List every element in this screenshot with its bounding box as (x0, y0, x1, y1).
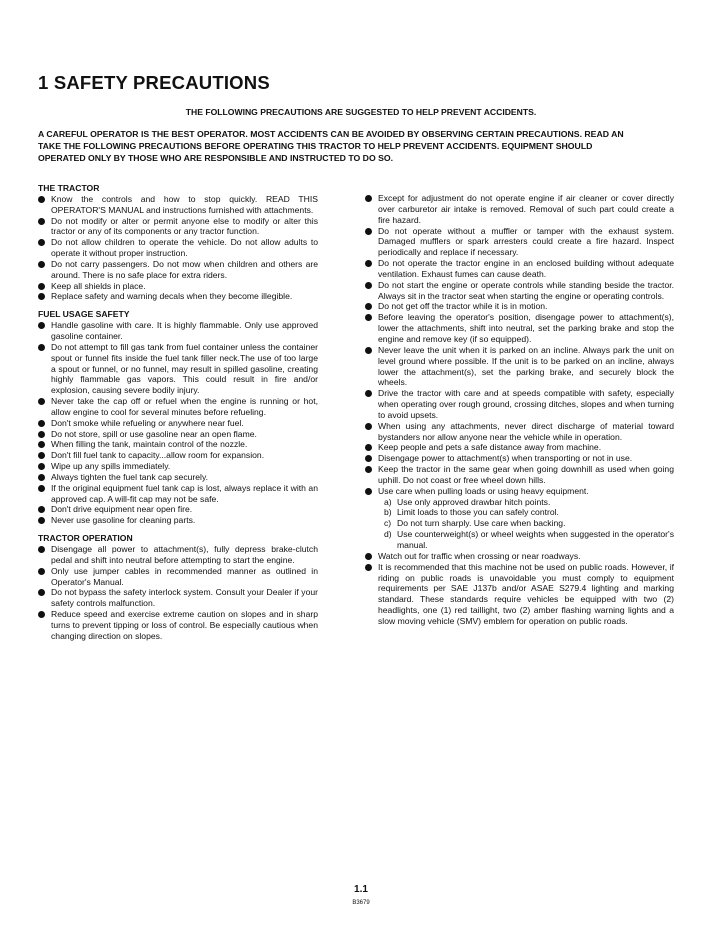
list-item: Keep all shields in place. (38, 281, 318, 292)
list-item: Do not operate the tractor engine in an enclosed building without adequate ventilation. Exhaust fumes can cause death. (365, 258, 674, 280)
intro-line: TAKE THE FOLLOWING PRECAUTIONS BEFORE OPERATING THIS TRACTOR TO HELP PREVENT ACCIDENTS. EQUIPMENT SHOULD (38, 141, 593, 152)
list-item: Know the controls and how to stop quickly. READ THIS OPERATOR'S MANUAL and instructions furnished with attachments. (38, 194, 318, 216)
list-item: Don't smoke while refueling or anywhere near fuel. (38, 418, 318, 429)
list-item: Do not attempt to fill gas tank from fuel container unless the container spout or funnel fits inside the fuel tank filler neck.The use of too large a spout or funnel, or no funnel, may result in spilled gasoline, creating highly flammable gas vapors. This could result in fire and/or explosion, causing severe bodily injury. (38, 342, 318, 396)
list-item: Do not get off the tractor while it is in motion. (365, 301, 674, 312)
list-item: When filling the tank, maintain control of the nozzle. (38, 439, 318, 450)
list-item: Do not operate without a muffler or tamper with the exhaust system. Damaged mufflers or spark arresters could create a fire hazard. Inspect periodically and replace if necessary. (365, 226, 674, 259)
list-item: Wipe up any spills immediately. (38, 461, 318, 472)
sub-list-item (384, 529, 674, 551)
sub-item-letter: a) (384, 496, 392, 507)
list-item: Watch out for traffic when crossing or near roadways. (365, 551, 674, 562)
list-item: Drive the tractor with care and at speeds compatible with safety, especially when operating over rough ground, crossing ditches, slopes and when turning to avoid upsets. (365, 388, 674, 421)
list-item: Do not carry passengers. Do not mow when children and others are around. There is no safe place for extra riders. (38, 259, 318, 281)
list-item: Disengage all power to attachment(s), fully depress brake-clutch pedal and shift into neutral before attempting to start the engine. (38, 544, 318, 566)
list-item: Disengage power to attachment(s) when transporting or not in use. (365, 453, 674, 464)
sub-item-letter: d) (384, 529, 392, 540)
list-item (365, 486, 674, 551)
sub-item-letter: b) (384, 507, 392, 518)
list-item: Only use jumper cables in recommended manner as outlined in Operator's Manual. (38, 566, 318, 588)
list-item: Handle gasoline with care. It is highly flammable. Only use approved gasoline container. (38, 320, 318, 342)
section-heading-fuel: FUEL USAGE SAFETY (38, 309, 130, 320)
fuel-list (38, 320, 318, 526)
list-item: Do not store, spill or use gasoline near an open flame. (38, 429, 318, 440)
loads-sublist (378, 497, 674, 551)
list-item: When using any attachments, never direct discharge of material toward bystanders nor allow anyone near the vehicle while in operation. (365, 421, 674, 443)
sub-item-text: Use only approved drawbar hitch points. (397, 496, 551, 507)
document-code: B3679 (352, 900, 370, 906)
page-number: 1.1 (354, 884, 368, 895)
list-item: Keep people and pets a safe distance away from machine. (365, 442, 674, 453)
section-heading-operation: TRACTOR OPERATION (38, 533, 133, 544)
intro-line: A CAREFUL OPERATOR IS THE BEST OPERATOR. MOST ACCIDENTS CAN BE AVOIDED BY OBSERVING CERTAIN PRECAUTIONS. READ AN (38, 129, 624, 139)
right-list-loads (365, 486, 674, 551)
list-item: Do not modify or alter or permit anyone else to modify or alter this tractor or any of its components or any tractor function. (38, 216, 318, 238)
item-text: Use care when pulling loads or using heavy equipment. (378, 485, 589, 496)
sub-item-text: Use counterweight(s) or wheel weights when suggested in the operator's manual. (397, 529, 674, 550)
list-item: Do not allow children to operate the vehicle. Do not allow adults to operate it without proper instruction. (38, 237, 318, 259)
right-list-b (365, 551, 674, 627)
list-item: Never use gasoline for cleaning parts. (38, 515, 318, 526)
list-item: Replace safety and warning decals when they become illegible. (38, 291, 318, 302)
list-item: Never leave the unit when it is parked on an incline. Always park the unit on level ground where possible. If the unit is to be parked on an incline, always lower the attachment(s), set the parking brake, and securely block the wheels. (365, 345, 674, 388)
tractor-list (38, 194, 318, 302)
sub-item-letter: c) (384, 518, 392, 529)
section-heading-tractor: THE TRACTOR (38, 183, 100, 193)
list-item: It is recommended that this machine not be used on public roads. However, if riding on public roads is unavoidable you must comply to equipment requirements per SAE J137b and/or ASAE S279.4 lighting and marking standard. These standards require vehicles be equipped with two (2) headlights, one (1) red taillight, two (2) amber flashing warning lights and a slow moving vehicle (SMV) emblem for operation on public roads. (365, 562, 674, 627)
list-item: Before leaving the operator's position, disengage power to attachment(s), lower the attachments, shift into neutral, set the parking brake and stop the engine and remove key (if so equipped). (365, 312, 674, 345)
list-item: Keep the tractor in the same gear when going downhill as used when going uphill. Do not coast or free wheel down hills. (365, 464, 674, 486)
list-item: Reduce speed and exercise extreme caution on slopes and in sharp turns to prevent tipping or loss of control. Be especially cautious when changing direction on slopes. (38, 609, 318, 642)
list-item: Except for adjustment do not operate engine if air cleaner or cover directly over carburetor air intake is removed. Removal of such part could create a fire hazard. (365, 193, 674, 226)
intro-paragraph (38, 128, 722, 165)
page-title: 1 SAFETY PRECAUTIONS (38, 72, 270, 93)
subtitle: THE FOLLOWING PRECAUTIONS ARE SUGGESTED TO HELP PREVENT ACCIDENTS. (185, 107, 537, 117)
list-item: Don't drive equipment near open fire. (38, 504, 318, 515)
sub-list-item (384, 507, 674, 518)
sub-list-item (384, 497, 674, 508)
list-item: Always tighten the fuel tank cap securely. (38, 472, 318, 483)
intro-line: OPERATED ONLY BY THOSE WHO ARE RESPONSIBLE AND INSTRUCTED TO DO SO. (38, 153, 394, 164)
sub-list-item (384, 518, 674, 529)
list-item: Never take the cap off or refuel when the engine is running or hot, allow engine to cool for several minutes before refueling. (38, 396, 318, 418)
list-item: If the original equipment fuel tank cap is lost, always replace it with an approved cap. A will-fit cap may not be safe. (38, 483, 318, 505)
left-column (38, 183, 318, 642)
sub-item-text: Limit loads to those you can safely control. (397, 507, 559, 518)
right-list-a (365, 193, 674, 486)
right-column (365, 193, 674, 627)
list-item: Do not bypass the safety interlock system. Consult your Dealer if your safety controls malfunction. (38, 587, 318, 609)
list-item: Don't fill fuel tank to capacity...allow room for expansion. (38, 450, 318, 461)
operation-list (38, 544, 318, 642)
sub-item-text: Do not turn sharply. Use care when backing. (397, 518, 566, 529)
list-item: Do not start the engine or operate controls while standing beside the tractor. Always sit in the tractor seat when starting the engine or operating controls. (365, 280, 674, 302)
